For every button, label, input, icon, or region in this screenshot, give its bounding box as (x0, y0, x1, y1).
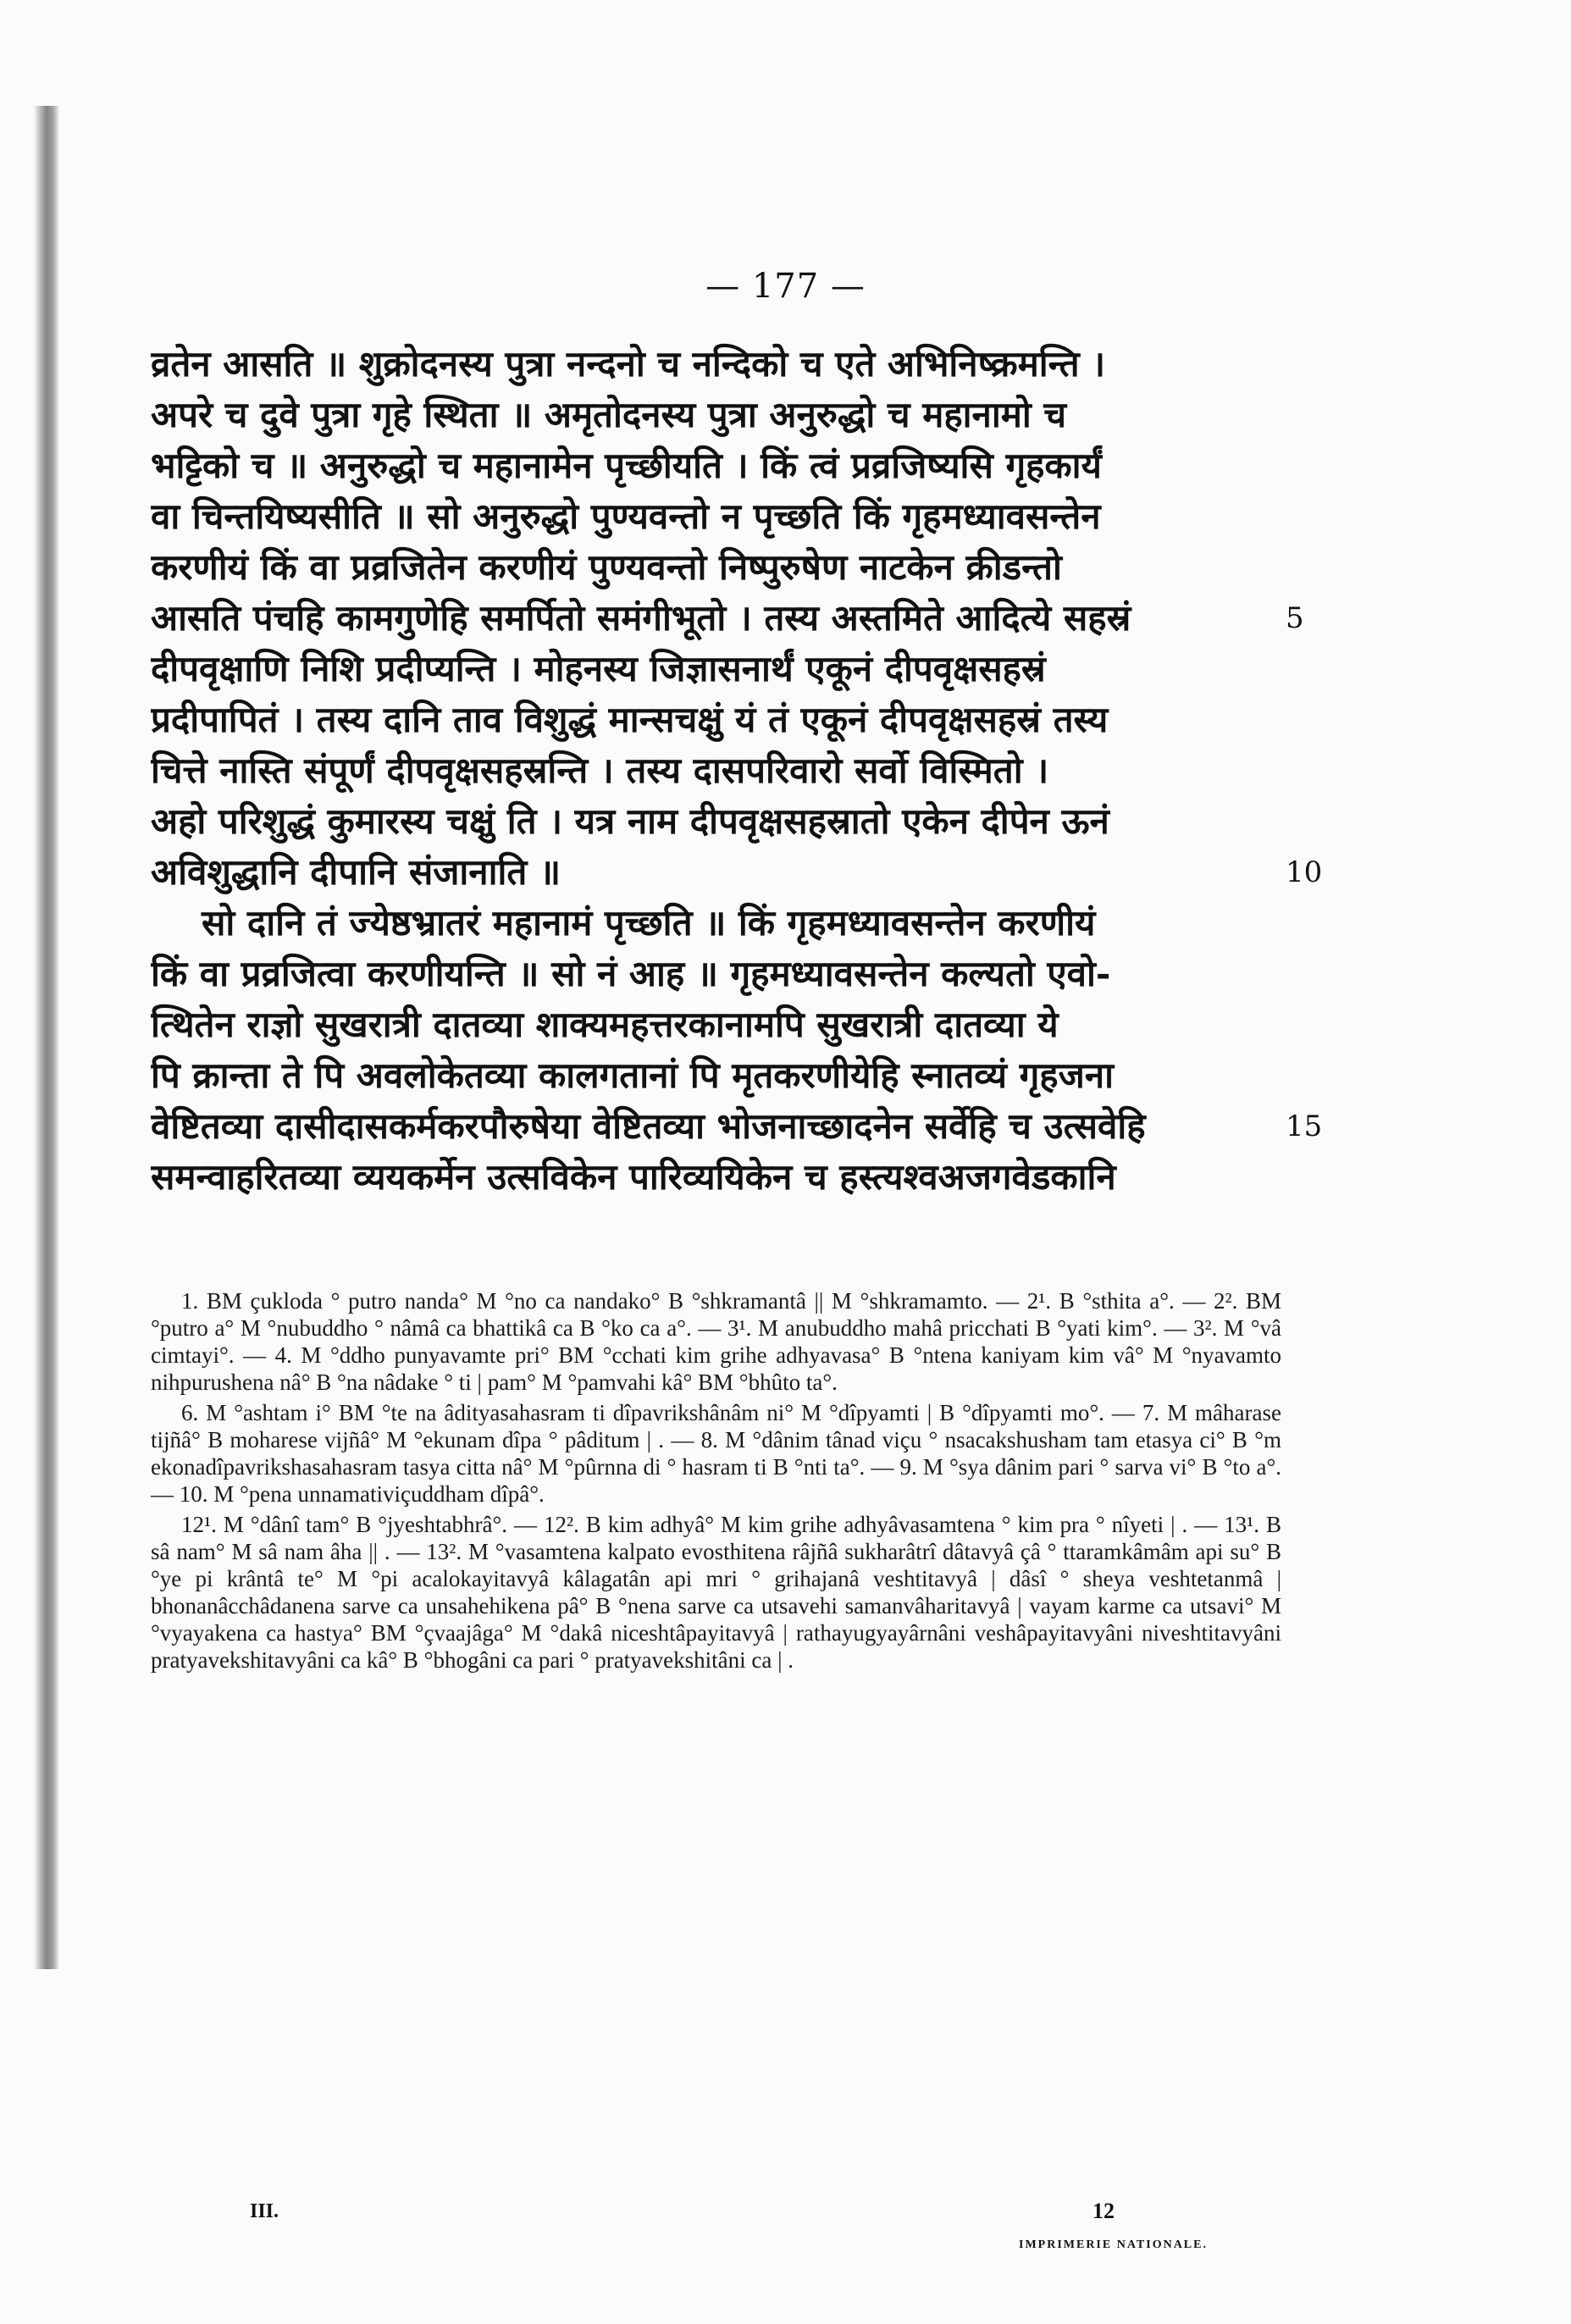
text-line: पि क्रान्ता ते पि अवलोकेतव्या कालगतानां पि मृतकरणीयेहि स्नातव्यं गृहजना (151, 1054, 1114, 1096)
text-line: भट्टिको च ॥ अनुरुद्धो च महानामेन पृच्छीयति । किं त्वं प्रव्रजिष्यसि गृहकार्यं (151, 445, 1102, 486)
text-line: दीपवृक्षाणि निशि प्रदीप्यन्ति । मोहनस्य जिज्ञासनार्थं एकूनं दीपवृक्षसहस्रं (151, 648, 1046, 689)
signature-mark: III. (250, 2200, 279, 2222)
line-number-10: 10 (1286, 855, 1323, 889)
text-line: चित्ते नास्ति संपूर्णं दीपवृक्षसहस्रन्ति । तस्य दासपरिवारो सर्वो विस्मितो । (151, 750, 1049, 791)
text-notes-divider (152, 1262, 1253, 1263)
sheet-number: 12 (1093, 2199, 1115, 2223)
critical-apparatus-notes (151, 1287, 1281, 1677)
text-line: त्थितेन राज्ञो सुखरात्री दातव्या शाक्यमहत्तरकानामपि सुखरात्री दातव्या ये (151, 1004, 1059, 1045)
text-line: वा चिन्तयिष्यसीति ॥ सो अनुरुद्धो पुण्यवन्तो न पृच्छति किं गृहमध्यावसन्तेन (151, 495, 1101, 537)
text-line: करणीयं किं वा प्रव्रजितेन करणीयं पुण्यवन्तो निष्पुरुषेण नाटकेन क्रीडन्तो (151, 546, 1062, 588)
text-line: अपरे च दुवे पुत्रा गृहे स्थिता ॥ अमृतोदनस्य पुत्रा अनुरुद्धो च महानामो च (151, 394, 1066, 435)
text-line: वेष्टितव्या दासीदासकर्मकरपौरुषेया वेष्टितव्या भोजनाच्छादनेन सर्वेहि च उत्सवेहि (151, 1105, 1146, 1147)
line-number-15: 15 (1286, 1109, 1323, 1143)
text-line: सो दानि तं ज्येष्ठभ्रातरं महानामं पृच्छति ॥ किं गृहमध्यावसन्तेन करणीयं (202, 902, 1096, 943)
text-line: प्रदीपापितं । तस्य दानि ताव विशुद्धं मान्सचक्षुं यं तं एकूनं दीपवृक्षसहस्रं तस्य (151, 699, 1109, 740)
text-line: अहो परिशुद्धं कुमारस्य चक्षुं ति । यत्र नाम दीपवृक्षसहस्रातो एकेन दीपेन ऊनं (151, 800, 1109, 842)
text-line: समन्वाहरितव्या व्ययकर्मेन उत्सविकेन पारिव्ययिकेन च हस्त्यश्वअजगवेडकानि (151, 1156, 1116, 1198)
footnote: 12¹. M °dânî tam° B °jyeshtabhrâ°. — 12². B kim adhyâ° M kim grihe adhyâvasamtena ° kim pra ° nîyeti | . — 13¹. B sâ nam° M sâ nam âha || . — 13². M °vasamtena kalpato evosthitena râjñâ sukharâtrî dâtavyâ çâ ° ttaramkâmâm api su° B °ye pi krântâ te° M °pi acalokayitavyâ kâlagatân api mri ° grihajanâ veshtitavyâ | dâsî ° sheya veshtetanmâ | bhonanâcchâdanena sarve ca unsahehikena pâ° B °nena sarve ca utsavehi samanvâharitavyâ | vayam karme ca utsavi° M °vyayakena ca hastya° BM °çvaajâga° M °dakâ niceshtâpayitavyâ | rathayugyayârnâni veshâpayitavyâni niveshtitavyâni pratyavekshitavyâni ca kâ° B °bhogâni ca pari ° pratyavekshitâni ca | . (151, 1512, 1281, 1673)
line-number-5: 5 (1286, 601, 1304, 635)
page-number-header: — 177 — (705, 267, 866, 306)
footnote: 6. M °ashtam i° BM °te na âdityasahasram ti dîpavrikshânâm ni° M °dîpyamti | B °dîpyamti mo°. — 7. M mâharase tijñâ° B moharese vijñâ° M °ekunam dîpa ° pâditum | . — 8. M °dânim tânad viçu ° nsacakshusham tam etasya ci° B °m ekonadîpavrikshasahasram tasya citta nâ° M °pûrnna di ° hasram ti B °nti ta°. — 9. M °sya dânim pari ° sarva vi° B °to a°. — 10. M °pena unnamativiçuddham dîpâ°. (151, 1400, 1281, 1507)
book-spine-shadow (34, 106, 59, 1969)
footnote: 1. BM çukloda ° putro nanda° M °no ca nandako° B °shkramantâ || M °shkramamto. — 2¹. B °sthita a°. — 2². BM °putro a° M °nubuddho ° nâmâ ca bhattikâ ca B °ko ca a°. — 3¹. M anubuddho mahâ pricchati B °yati kim°. — 3². M °vâ cimtayi°. — 4. M °ddho punyavamte pri° BM °cchati kim grihe adhyavasa° B °ntena kaniyam kim vâ° M °nyavamto nihpurushena nâ° B °na nâdake ° ti | pam° M °pamvahi kâ° BM °bhûto ta°. (151, 1288, 1281, 1395)
printer-imprint: IMPRIMERIE NATIONALE. (1019, 2238, 1208, 2251)
text-line: किं वा प्रव्रजित्वा करणीयन्ति ॥ सो नं आह ॥ गृहमध्यावसन्तेन कल्यतो एवो- (151, 953, 1111, 994)
sanskrit-text-block (151, 339, 1277, 1203)
text-line: व्रतेन आसति ॥ शुक्रोदनस्य पुत्रा नन्दनो च नन्दिको च एते अभिनिष्क्रमन्ति । (151, 343, 1106, 385)
text-line: आसति पंचहि कामगुणेहि समर्पितो समंगीभूतो । तस्य अस्तमिते आदित्ये सहस्रं (151, 597, 1131, 639)
text-line: अविशुद्धानि दीपानि संजानाति ॥ (151, 851, 561, 893)
